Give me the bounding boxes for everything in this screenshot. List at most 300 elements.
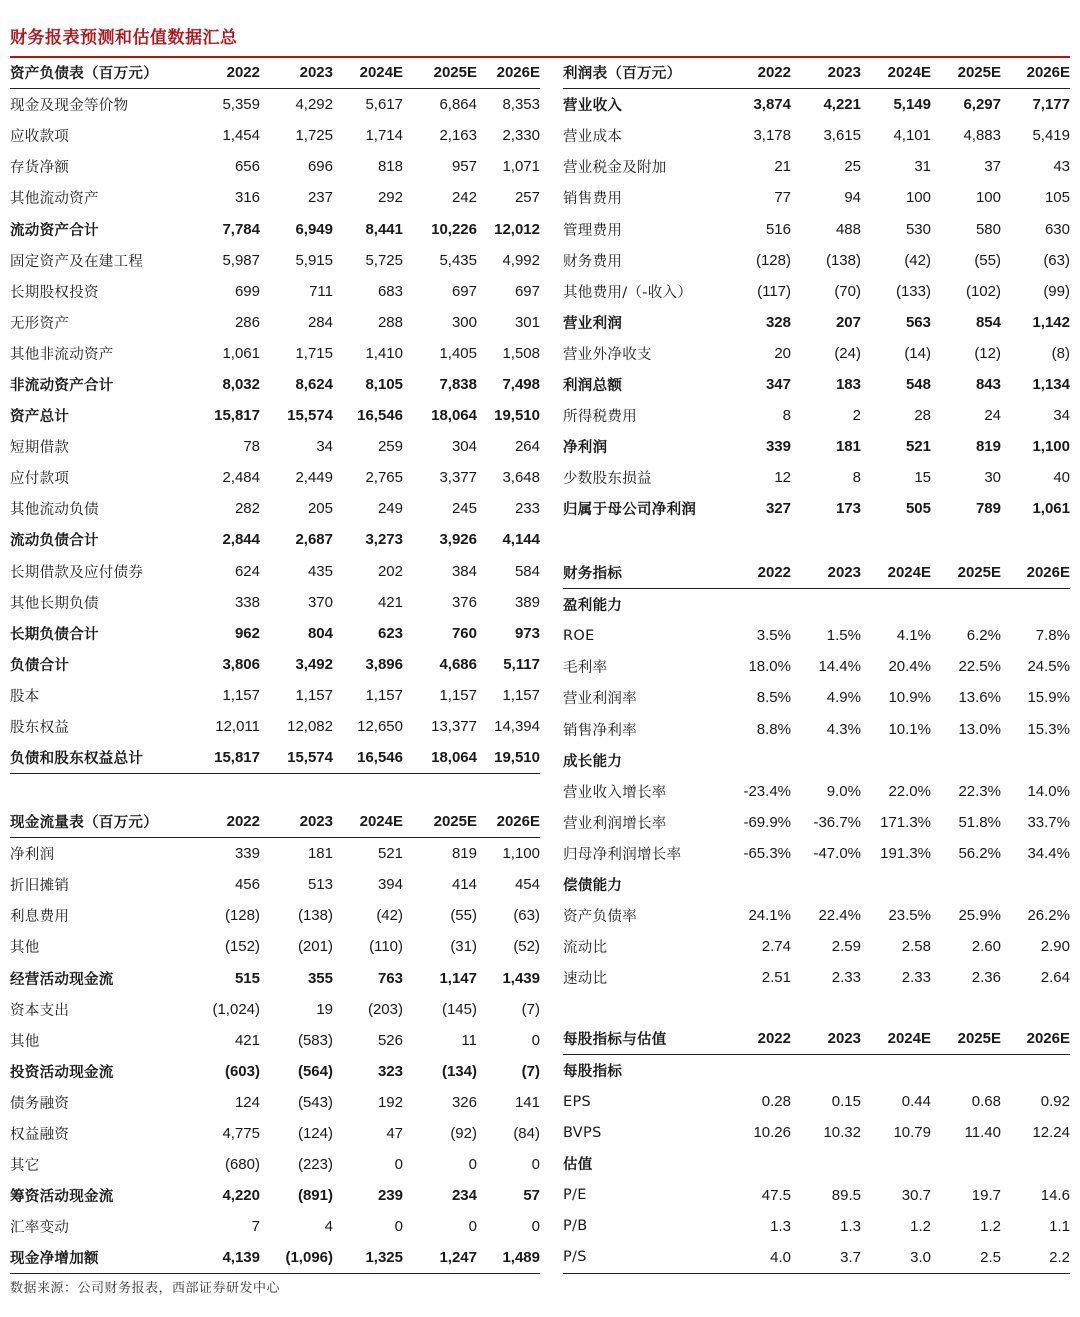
value-cell: 2.33 bbox=[901, 969, 931, 987]
table-row bbox=[10, 680, 540, 711]
year-header: 2024E bbox=[861, 1023, 931, 1055]
value-cell: 3,377 bbox=[439, 469, 477, 487]
value-cell: 8,032 bbox=[222, 375, 260, 393]
value-cell: 2,163 bbox=[439, 127, 477, 145]
value-cell bbox=[931, 1148, 1001, 1179]
value-cell: 1,100 bbox=[502, 845, 540, 863]
value-cell: (55) bbox=[974, 251, 1001, 269]
year-header: 2026E bbox=[1001, 1023, 1070, 1055]
value-cell: 2.90 bbox=[1040, 938, 1070, 956]
table-row bbox=[10, 245, 540, 276]
value-cell: 1,061 bbox=[222, 344, 260, 362]
year-header: 2025E bbox=[931, 57, 1001, 89]
value-cell bbox=[931, 745, 1001, 776]
section-heading-row bbox=[563, 589, 1070, 621]
value-cell: 697 bbox=[514, 282, 540, 300]
value-cell: 286 bbox=[234, 313, 260, 331]
value-cell: (543) bbox=[297, 1093, 333, 1111]
value-cell bbox=[1001, 1055, 1070, 1087]
value-cell: 711 bbox=[309, 282, 333, 300]
value-cell: 5,987 bbox=[222, 251, 260, 269]
value-cell: 819 bbox=[975, 438, 1001, 456]
value-cell: 22.5% bbox=[958, 658, 1001, 676]
value-cell: 327 bbox=[765, 500, 791, 518]
table-row bbox=[10, 182, 540, 213]
row-label: 股本 bbox=[10, 688, 40, 705]
row-label: 其他 bbox=[10, 940, 40, 957]
value-cell: 183 bbox=[835, 375, 861, 393]
value-cell: 7,838 bbox=[439, 375, 477, 393]
table-row bbox=[10, 524, 540, 555]
table-row bbox=[563, 245, 1070, 276]
table-row bbox=[10, 1149, 540, 1180]
table-row bbox=[563, 931, 1070, 962]
value-cell: (133) bbox=[895, 282, 931, 300]
value-cell: 2.5 bbox=[931, 1242, 1001, 1274]
value-cell: 181 bbox=[835, 438, 861, 456]
value-cell bbox=[861, 1055, 931, 1087]
value-cell: 15.9% bbox=[1027, 689, 1070, 707]
value-cell: 8 bbox=[852, 469, 861, 487]
table-title: 利润表（百万元） bbox=[563, 57, 721, 89]
value-cell: (117) bbox=[757, 282, 791, 300]
value-cell: (1,096) bbox=[260, 1242, 333, 1274]
value-cell: 21 bbox=[774, 158, 791, 176]
value-cell: 10.26 bbox=[753, 1124, 791, 1142]
value-cell: 8,441 bbox=[365, 220, 403, 238]
value-cell: 24.1% bbox=[748, 907, 791, 925]
row-label: 其他费用/（-收入） bbox=[563, 284, 693, 301]
value-cell: 389 bbox=[514, 593, 540, 611]
value-cell: 11 bbox=[461, 1031, 477, 1049]
table-row bbox=[10, 900, 540, 931]
row-label: 权益融资 bbox=[10, 1126, 70, 1143]
value-cell: 630 bbox=[1044, 220, 1070, 238]
value-cell: 548 bbox=[905, 375, 931, 393]
row-label: 营业收入 bbox=[563, 98, 623, 115]
value-cell: 16,546 bbox=[333, 742, 403, 774]
value-cell: 2.59 bbox=[831, 938, 861, 956]
value-cell: 2,687 bbox=[295, 531, 333, 549]
value-cell: 973 bbox=[514, 624, 540, 642]
value-cell: 257 bbox=[514, 189, 540, 207]
value-cell: 5,435 bbox=[439, 251, 477, 269]
value-cell: 18,064 bbox=[431, 407, 477, 425]
year-header: 2023 bbox=[791, 1023, 861, 1055]
row-label: 资产负债率 bbox=[563, 909, 637, 926]
table-row bbox=[10, 556, 540, 587]
value-cell: 843 bbox=[975, 375, 1001, 393]
value-cell: 2.58 bbox=[901, 938, 931, 956]
value-cell: 0 bbox=[394, 1218, 403, 1236]
row-label: 固定资产及在建工程 bbox=[10, 253, 144, 270]
value-cell: 245 bbox=[451, 500, 477, 518]
value-cell: 2 bbox=[852, 407, 861, 425]
value-cell: 19.7 bbox=[971, 1186, 1001, 1204]
table-row bbox=[563, 120, 1070, 151]
value-cell: 3.0 bbox=[861, 1242, 931, 1274]
value-cell: 34.4% bbox=[1027, 844, 1070, 862]
table-row bbox=[10, 89, 540, 121]
year-header: 2024E bbox=[861, 57, 931, 89]
year-header: 2026E bbox=[1001, 557, 1070, 589]
value-cell: 1,100 bbox=[1032, 438, 1070, 456]
value-cell: 3.7 bbox=[791, 1242, 861, 1274]
value-cell: (124) bbox=[297, 1124, 333, 1142]
income-statement-table bbox=[563, 57, 1070, 524]
row-label: 短期借款 bbox=[10, 440, 70, 457]
value-cell: 2,330 bbox=[502, 127, 540, 145]
table-row bbox=[10, 931, 540, 962]
table-row bbox=[563, 776, 1070, 807]
value-cell: 394 bbox=[377, 876, 403, 894]
table-row bbox=[10, 962, 540, 993]
value-cell: 0 bbox=[468, 1156, 477, 1174]
table-title: 资产负债表（百万元） bbox=[10, 57, 190, 89]
value-cell: 100 bbox=[905, 189, 931, 207]
value-cell: (7) bbox=[521, 1062, 540, 1080]
value-cell: 9.0% bbox=[826, 782, 861, 800]
row-label: 股东权益 bbox=[10, 720, 70, 737]
value-cell: 304 bbox=[451, 438, 477, 456]
value-cell: 1,142 bbox=[1032, 313, 1070, 331]
row-label: 长期负债合计 bbox=[10, 626, 99, 643]
value-cell: -65.3% bbox=[743, 844, 791, 862]
value-cell: 2,484 bbox=[222, 469, 260, 487]
value-cell: 5,617 bbox=[365, 96, 403, 114]
value-cell bbox=[1001, 745, 1070, 776]
row-label: 现金及现金等价物 bbox=[10, 98, 129, 115]
value-cell bbox=[791, 1055, 861, 1087]
table-row bbox=[563, 682, 1070, 713]
value-cell: 6,297 bbox=[963, 96, 1001, 114]
table-row bbox=[563, 431, 1070, 462]
value-cell: 25 bbox=[844, 158, 861, 176]
value-cell: 1,725 bbox=[295, 127, 333, 145]
table-row bbox=[10, 1087, 540, 1118]
value-cell: 3,806 bbox=[222, 655, 260, 673]
value-cell: 435 bbox=[307, 562, 333, 580]
value-cell: (70) bbox=[834, 282, 861, 300]
value-cell: 14.0% bbox=[1027, 782, 1070, 800]
per-share-valuation-table bbox=[563, 1023, 1070, 1274]
value-cell: 580 bbox=[975, 220, 1001, 238]
value-cell: 624 bbox=[234, 562, 260, 580]
value-cell bbox=[721, 1055, 791, 1087]
year-header: 2023 bbox=[260, 806, 333, 838]
value-cell: 5,419 bbox=[1032, 127, 1070, 145]
year-header: 2026E bbox=[477, 57, 540, 89]
row-label: 每股指标 bbox=[563, 1064, 623, 1081]
value-cell: 818 bbox=[377, 158, 403, 176]
value-cell: 1,157 bbox=[295, 686, 333, 704]
year-header: 2025E bbox=[403, 806, 477, 838]
row-label: 经营活动现金流 bbox=[10, 971, 114, 988]
value-cell: (84) bbox=[513, 1124, 540, 1142]
table-row bbox=[10, 400, 540, 431]
value-cell: 2,844 bbox=[222, 531, 260, 549]
value-cell: 421 bbox=[377, 593, 403, 611]
year-header: 2026E bbox=[1001, 57, 1070, 89]
value-cell: 47 bbox=[386, 1124, 403, 1142]
value-cell: 30.7 bbox=[901, 1186, 931, 1204]
year-header: 2022 bbox=[190, 806, 260, 838]
row-label: 少数股东损益 bbox=[563, 471, 652, 488]
value-cell: 819 bbox=[451, 845, 477, 863]
table-row bbox=[10, 838, 540, 870]
value-cell: 8,624 bbox=[295, 375, 333, 393]
row-label: 营业外净收支 bbox=[563, 346, 652, 363]
value-cell: (102) bbox=[965, 282, 1001, 300]
value-cell: 3,492 bbox=[295, 655, 333, 673]
table-row bbox=[10, 1056, 540, 1087]
table-row bbox=[563, 276, 1070, 307]
value-cell: 124 bbox=[234, 1093, 260, 1111]
table-header-row bbox=[563, 557, 1070, 589]
row-label: 投资活动现金流 bbox=[10, 1064, 114, 1081]
value-cell: 1,508 bbox=[502, 344, 540, 362]
value-cell: 43 bbox=[1053, 158, 1070, 176]
value-cell: 205 bbox=[307, 500, 333, 518]
value-cell: 1.3 bbox=[840, 1217, 861, 1235]
value-cell: 89.5 bbox=[831, 1186, 861, 1204]
table-row bbox=[563, 493, 1070, 524]
row-label: P/E bbox=[563, 1187, 587, 1204]
value-cell: (110) bbox=[369, 938, 403, 956]
value-cell: 962 bbox=[234, 624, 260, 642]
table-row bbox=[10, 649, 540, 680]
value-cell: -36.7% bbox=[813, 813, 861, 831]
value-cell: 4.9% bbox=[826, 689, 861, 707]
value-cell: 4.1% bbox=[896, 627, 931, 645]
value-cell: 100 bbox=[975, 189, 1001, 207]
table-row bbox=[10, 1180, 540, 1211]
table-row bbox=[563, 713, 1070, 744]
row-label: 无形资产 bbox=[10, 315, 70, 332]
value-cell: 6,864 bbox=[439, 96, 477, 114]
value-cell: -47.0% bbox=[813, 844, 861, 862]
value-cell: 1,157 bbox=[222, 686, 260, 704]
table-row bbox=[10, 1242, 540, 1274]
value-cell: 13.0% bbox=[958, 720, 1001, 738]
value-cell: 3,874 bbox=[753, 96, 791, 114]
value-cell: (12) bbox=[974, 344, 1001, 362]
value-cell: 4.0 bbox=[721, 1242, 791, 1274]
value-cell: 20.4% bbox=[888, 658, 931, 676]
value-cell: 683 bbox=[377, 282, 403, 300]
value-cell: 57 bbox=[523, 1187, 540, 1205]
value-cell: 1,061 bbox=[1032, 500, 1070, 518]
table-row bbox=[563, 807, 1070, 838]
year-header: 2025E bbox=[931, 557, 1001, 589]
value-cell: 5,725 bbox=[365, 251, 403, 269]
value-cell: 2,765 bbox=[365, 469, 403, 487]
value-cell: 12,650 bbox=[357, 718, 403, 736]
value-cell: 12 bbox=[774, 469, 791, 487]
value-cell bbox=[791, 869, 861, 900]
table-row bbox=[563, 1086, 1070, 1117]
value-cell: (680) bbox=[224, 1156, 260, 1174]
value-cell bbox=[1001, 869, 1070, 900]
value-cell: 421 bbox=[234, 1031, 260, 1049]
row-label: 盈利能力 bbox=[563, 598, 623, 615]
table-row bbox=[10, 276, 540, 307]
value-cell: 516 bbox=[765, 220, 791, 238]
value-cell: 521 bbox=[377, 845, 403, 863]
value-cell: (55) bbox=[450, 907, 477, 925]
value-cell: (63) bbox=[1043, 251, 1070, 269]
table-row bbox=[10, 431, 540, 462]
value-cell: 22.4% bbox=[818, 907, 861, 925]
row-label: 利息费用 bbox=[10, 909, 70, 926]
value-cell: 696 bbox=[307, 158, 333, 176]
value-cell: 1,489 bbox=[477, 1242, 540, 1274]
row-label: 所得税费用 bbox=[563, 409, 637, 426]
year-header: 2022 bbox=[721, 1023, 791, 1055]
value-cell: 3,648 bbox=[502, 469, 540, 487]
table-row bbox=[563, 338, 1070, 369]
row-label: 应付款项 bbox=[10, 471, 70, 488]
value-cell: (14) bbox=[904, 344, 931, 362]
value-cell: 1,325 bbox=[333, 1242, 403, 1274]
value-cell: 18.0% bbox=[748, 658, 791, 676]
value-cell: 1,405 bbox=[439, 344, 477, 362]
value-cell: 10.32 bbox=[823, 1124, 861, 1142]
table-row bbox=[10, 994, 540, 1025]
value-cell: 8.5% bbox=[756, 689, 791, 707]
value-cell: 13.6% bbox=[958, 689, 1001, 707]
value-cell: (42) bbox=[376, 907, 403, 925]
value-cell: 338 bbox=[234, 593, 260, 611]
value-cell: 105 bbox=[1044, 189, 1070, 207]
value-cell bbox=[791, 745, 861, 776]
value-cell: 526 bbox=[377, 1031, 403, 1049]
value-cell: 28 bbox=[914, 407, 931, 425]
value-cell: (52) bbox=[513, 938, 540, 956]
value-cell: 328 bbox=[765, 313, 791, 331]
value-cell: 34 bbox=[1053, 407, 1070, 425]
value-cell: 789 bbox=[975, 500, 1001, 518]
value-cell: 0.92 bbox=[1040, 1093, 1070, 1111]
value-cell: 1,134 bbox=[1032, 375, 1070, 393]
value-cell: (8) bbox=[1051, 344, 1070, 362]
value-cell: 1,147 bbox=[439, 969, 477, 987]
value-cell: 10,226 bbox=[431, 220, 477, 238]
row-label: 债务融资 bbox=[10, 1095, 70, 1112]
value-cell: 3,178 bbox=[753, 127, 791, 145]
value-cell: 6,949 bbox=[295, 220, 333, 238]
value-cell: 15,574 bbox=[260, 742, 333, 774]
row-label: 毛利率 bbox=[563, 660, 608, 677]
value-cell: 47.5 bbox=[761, 1186, 791, 1204]
value-cell bbox=[1001, 589, 1070, 621]
value-cell: 202 bbox=[377, 562, 403, 580]
value-cell: 19,510 bbox=[477, 742, 540, 774]
table-row bbox=[10, 1211, 540, 1242]
table-row bbox=[563, 369, 1070, 400]
value-cell: (42) bbox=[904, 251, 931, 269]
value-cell: 4,992 bbox=[502, 251, 540, 269]
balance-sheet-table bbox=[10, 57, 540, 774]
value-cell: 2.60 bbox=[971, 938, 1001, 956]
value-cell bbox=[1001, 1148, 1070, 1179]
row-label: 营业利润增长率 bbox=[563, 815, 667, 832]
value-cell: 173 bbox=[835, 500, 861, 518]
value-cell: 0 bbox=[468, 1218, 477, 1236]
row-label: 应收款项 bbox=[10, 129, 70, 146]
value-cell: 4,101 bbox=[893, 127, 931, 145]
value-cell: 249 bbox=[377, 500, 403, 518]
value-cell: 37 bbox=[984, 158, 1001, 176]
row-label: 营业成本 bbox=[563, 129, 623, 146]
row-label: 净利润 bbox=[563, 440, 608, 457]
value-cell: 0 bbox=[531, 1218, 540, 1236]
value-cell: (24) bbox=[834, 344, 861, 362]
table-row bbox=[563, 620, 1070, 651]
value-cell: 1,071 bbox=[502, 158, 540, 176]
value-cell: 7 bbox=[251, 1218, 260, 1236]
table-row bbox=[10, 493, 540, 524]
value-cell: 3,896 bbox=[365, 655, 403, 673]
row-label: BVPS bbox=[563, 1124, 602, 1141]
row-label: 流动资产合计 bbox=[10, 222, 99, 239]
value-cell: 4,144 bbox=[502, 531, 540, 549]
value-cell bbox=[931, 589, 1001, 621]
value-cell: 13,377 bbox=[431, 718, 477, 736]
year-header: 2026E bbox=[477, 806, 540, 838]
value-cell: 1,714 bbox=[365, 127, 403, 145]
value-cell: 355 bbox=[307, 969, 333, 987]
value-cell: (583) bbox=[297, 1031, 333, 1049]
value-cell: (152) bbox=[224, 938, 260, 956]
value-cell: 19,510 bbox=[494, 407, 540, 425]
value-cell: 26.2% bbox=[1027, 907, 1070, 925]
value-cell: 15.3% bbox=[1027, 720, 1070, 738]
value-cell: 234 bbox=[451, 1187, 477, 1205]
value-cell: (138) bbox=[297, 907, 333, 925]
section-heading-row bbox=[563, 1148, 1070, 1179]
table-header-row bbox=[10, 57, 540, 89]
value-cell: 2,449 bbox=[295, 469, 333, 487]
value-cell: 33.7% bbox=[1027, 813, 1070, 831]
value-cell: 316 bbox=[234, 189, 260, 207]
value-cell: 7,784 bbox=[222, 220, 260, 238]
value-cell: 264 bbox=[514, 438, 540, 456]
value-cell: 505 bbox=[905, 500, 931, 518]
table-row bbox=[563, 1117, 1070, 1148]
table-row bbox=[10, 618, 540, 649]
value-cell: -69.9% bbox=[743, 813, 791, 831]
value-cell: (1,024) bbox=[212, 1000, 260, 1018]
value-cell: (134) bbox=[441, 1062, 477, 1080]
value-cell: 23.5% bbox=[888, 907, 931, 925]
value-cell: 14.4% bbox=[818, 658, 861, 676]
table-row bbox=[563, 182, 1070, 213]
value-cell: 12,011 bbox=[215, 718, 260, 736]
value-cell bbox=[861, 869, 931, 900]
value-cell: 515 bbox=[234, 969, 260, 987]
year-header: 2024E bbox=[861, 557, 931, 589]
value-cell: 5,149 bbox=[893, 96, 931, 114]
year-header: 2024E bbox=[333, 806, 403, 838]
value-cell: 326 bbox=[451, 1093, 477, 1111]
value-cell: 1.3 bbox=[770, 1217, 791, 1235]
value-cell: 282 bbox=[234, 500, 260, 518]
value-cell: (128) bbox=[224, 907, 260, 925]
value-cell: 4 bbox=[324, 1218, 333, 1236]
table-row bbox=[10, 462, 540, 493]
row-label: 非流动资产合计 bbox=[10, 377, 114, 394]
